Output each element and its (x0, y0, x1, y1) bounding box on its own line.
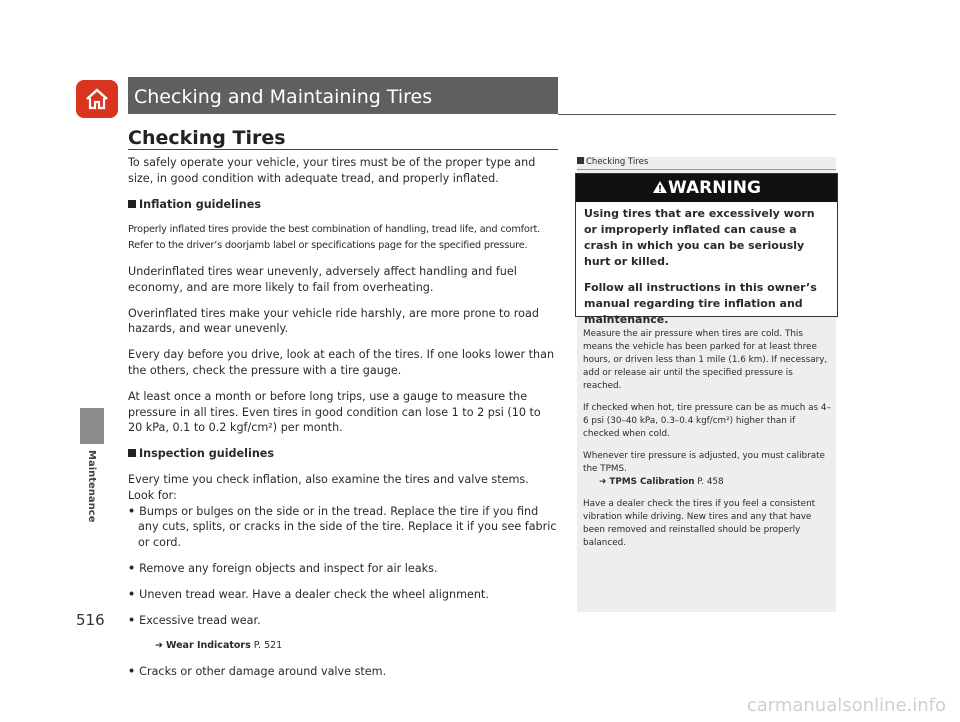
page-title: Checking Tires (128, 127, 286, 149)
page-number: 516 (76, 611, 105, 629)
warning-box (575, 173, 838, 326)
note-paragraph: Whenever tire pressure is adjusted, you must calibrate the TPMS. (583, 451, 825, 474)
inflation-note: Properly inflated tires provide the best combination of handling, tread life, and comfort. Refer to the driver’s doorjamb label or specifications page for the specified pressure. (128, 224, 541, 252)
list-item: • Remove any foreign objects and inspect for air leaks. (128, 561, 438, 575)
daily-check-paragraph: Every day before you drive, look at each of the tires. If one looks lower than the others, check the pressure with a tire gauge. (128, 348, 555, 377)
wear-indicators-link[interactable]: ➜ Wear Indicators P. 521 (155, 640, 283, 652)
banner-divider (558, 114, 836, 115)
title-divider (128, 149, 558, 150)
warning-text: Using tires that are excessively worn or improperly inflated can cause a crash in which you can be seriously hurt or killed. Follow all instructions in this owner’s manual regarding tire inflation and maintenance. (584, 207, 817, 326)
underinflated-paragraph: Underinflated tires wear unevenly, adversely affect handling and fuel economy, and are more likely to fail from overheating. (128, 264, 517, 294)
square-bullet-icon (128, 449, 136, 457)
list-item: • Bumps or bulges on the side or in the tread. Replace the tire if you find any cuts, splits, or cracks in the side of the tire. Replace it if you see fabric or cord. (128, 504, 557, 550)
inspection-intro: Every time you check inflation, also examine the tires and valve stems. (128, 472, 529, 486)
monthly-check-paragraph: At least once a month or before long trips, use a gauge to measure the pressure in all tires. Even tires in good condition can lose 1 to 2 psi (10 to 20 kPa, 0.1 to 0.2 kgf/cm²) per month. (128, 389, 541, 435)
chapter-tab[interactable] (80, 408, 104, 444)
main-content (128, 155, 558, 690)
note-paragraph: Have a dealer check the tires if you feel a consistent vibration while driving. New tires and any that have been removed and reinstalled should be properly balanced. (583, 499, 816, 548)
section-title: Checking and Maintaining Tires (134, 86, 433, 108)
panel-notes (583, 328, 833, 559)
panel-title: Checking Tires (577, 157, 836, 170)
list-item: • Cracks or other damage around valve stem. (128, 665, 387, 679)
overinflated-paragraph: Overinflated tires make your vehicle ride harshly, are more prone to road hazards, and wear unevenly. (128, 306, 539, 336)
reference-arrow-icon: ➜ (155, 640, 163, 652)
chapter-label: Maintenance (86, 450, 97, 523)
section-banner (128, 77, 558, 114)
reference-arrow-icon: ➜ (599, 477, 607, 487)
warning-header: WARNING (576, 174, 837, 202)
watermark: carmanualsonline.info (746, 695, 946, 716)
warning-triangle-icon (652, 180, 668, 194)
look-for-label: Look for: (128, 488, 177, 502)
list-item: • Uneven tread wear. Have a dealer check the wheel alignment. (128, 587, 489, 601)
square-bullet-icon (128, 200, 136, 208)
list-item: • Excessive tread wear. (128, 613, 261, 627)
tpms-calibration-link[interactable]: ➜ TPMS Calibration P. 458 (599, 477, 724, 487)
note-paragraph: Measure the air pressure when tires are cold. This means the vehicle has been parked for at least three hours, or driven less than 1 mile (1.6 km). If necessary, add or release air until the specified pressure is reached. (583, 329, 828, 391)
inflation-heading: Inflation guidelines (128, 197, 558, 213)
intro-paragraph: To safely operate your vehicle, your tires must be of the proper type and size, in good condition with adequate tread, and properly inflated. (128, 156, 536, 185)
inspection-heading: Inspection guidelines (128, 446, 558, 462)
home-icon (84, 87, 110, 111)
home-button[interactable] (76, 80, 118, 118)
note-paragraph: If checked when hot, tire pressure can be as much as 4–6 psi (30–40 kPa, 0.3–0.4 kgf/cm²) higher than if checked when cold. (583, 403, 831, 439)
note-icon (577, 157, 584, 164)
